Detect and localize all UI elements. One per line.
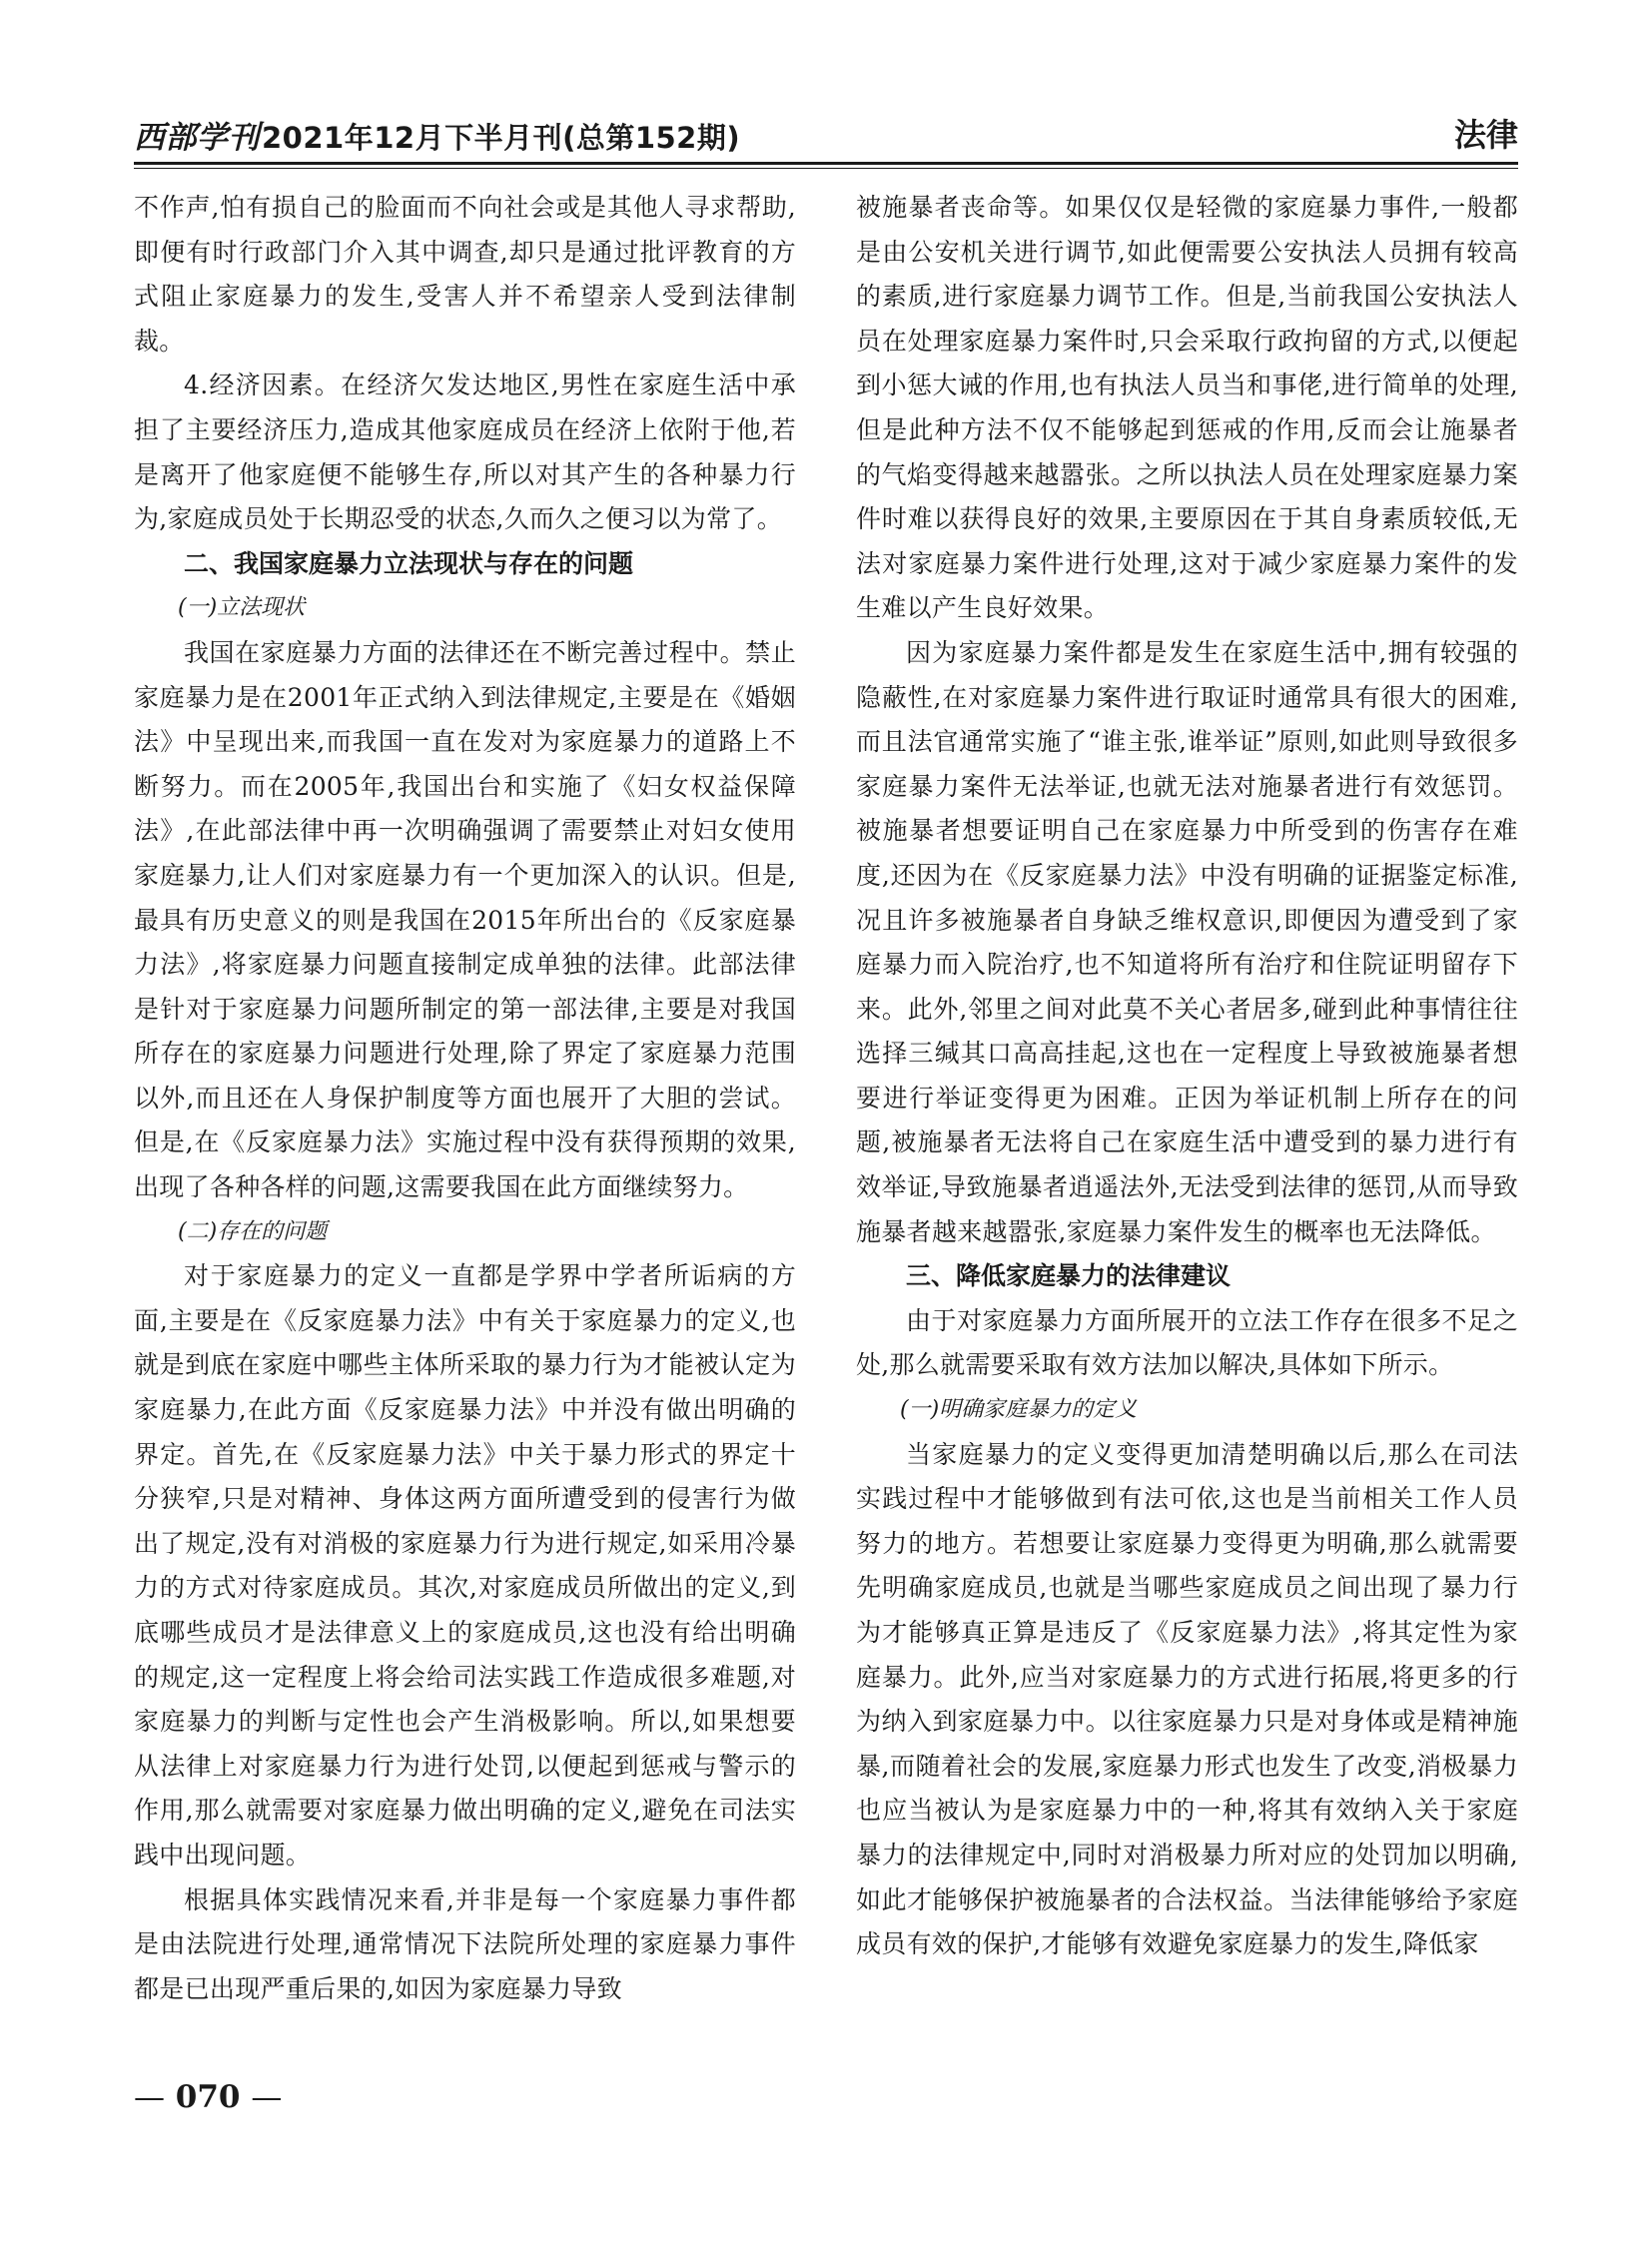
- footer-dash-left: —: [134, 2079, 165, 2115]
- subsection-heading: (一)明确家庭暴力的定义: [900, 1397, 1138, 1423]
- journal-issue-line: [134, 112, 740, 157]
- subsection-heading: (一)立法现状: [178, 595, 306, 621]
- section-heading: 三、降低家庭暴力的法律建议: [906, 1261, 1232, 1291]
- header-rule-thin: [134, 168, 1518, 169]
- subsection-heading: (二)存在的问题: [178, 1218, 328, 1244]
- footer-dash-right: —: [251, 2079, 283, 2115]
- paragraph: 被施暴者丧命等。如果仅仅是轻微的家庭暴力事件,一般都是由公安机关进行调节,如此便需要公安执法人员拥有较高的素质,进行家庭暴力调节工作。但是,当前我国公安执法人员在处理家庭暴力案件时,只会采取行政拘留的方式,以便起到小惩大诫的作用,也有执法人员当和事佬,进行简单的处理,但是此种方法不仅不能够起到惩戒的作用,反而会让施暴者的气焰变得越来越嚣张。之所以执法人员在处理家庭暴力案件时难以获得良好的效果,主要原因在于其自身素质较低,无法对家庭暴力案件进行处理,这对于减少家庭暴力案件的发生难以产生良好效果。: [856, 193, 1518, 623]
- running-header: [134, 108, 1518, 156]
- page-footer: [134, 2079, 282, 2115]
- paragraph: 因为家庭暴力案件都是发生在家庭生活中,拥有较强的隐蔽性,在对家庭暴力案件进行取证时通常具有很大的困难,而且法官通常实施了“谁主张,谁举证”原则,如此则导致很多家庭暴力案件无法举证,也就无法对施暴者进行有效惩罚。被施暴者想要证明自己在家庭暴力中所受到的伤害存在难度,还因为在《反家庭暴力法》中没有明确的证据鉴定标准,况且许多被施暴者自身缺乏维权意识,即便因为遭受到了家庭暴力而入院治疗,也不知道将所有治疗和住院证明留存下来。此外,邻里之间对此莫不关心者居多,碰到此种事情往往选择三缄其口高高挂起,这也在一定程度上导致被施暴者想要进行举证变得更为困难。正因为举证机制上所存在的问题,被施暴者无法将自己在家庭生活中遭受到的暴力进行有效举证,导致施暴者逍遥法外,无法受到法律的惩罚,从而导致施暴者越来越嚣张,家庭暴力案件发生的概率也无法降低。: [856, 637, 1518, 1246]
- header-rule-thick: [134, 162, 1518, 165]
- right-column: [856, 186, 1518, 1967]
- paragraph: 根据具体实践情况来看,并非是每一个家庭暴力事件都是由法院进行处理,通常情况下法院所处理的家庭暴力事件都是已出现严重后果的,如因为家庭暴力导致: [134, 1884, 796, 2003]
- paragraph: 由于对家庭暴力方面所展开的立法工作存在很多不足之处,那么就需要采取有效方法加以解决,具体如下所示。: [856, 1305, 1518, 1380]
- paragraph: 对于家庭暴力的定义一直都是学界中学者所诟病的方面,主要是在《反家庭暴力法》中有关于家庭暴力的定义,也就是到底在家庭中哪些主体所采取的暴力行为才能被认定为家庭暴力,在此方面《反家庭暴力法》中并没有做出明确的界定。首先,在《反家庭暴力法》中关于暴力形式的界定十分狭窄,只是对精神、身体这两方面所遭受到的侵害行为做出了规定,没有对消极的家庭暴力行为进行规定,如采用冷暴力的方式对待家庭成员。其次,对家庭成员所做出的定义,到底哪些成员才是法律意义上的家庭成员,这也没有给出明确的规定,这一定程度上将会给司法实践工作造成很多难题,对家庭暴力的判断与定性也会产生消极影响。所以,如果想要从法律上对家庭暴力行为进行处罚,以便起到惩戒与警示的作用,那么就需要对家庭暴力做出明确的定义,避免在司法实践中出现问题。: [134, 1261, 796, 1869]
- paragraph: 当家庭暴力的定义变得更加清楚明确以后,那么在司法实践过程中才能够做到有法可依,这也是当前相关工作人员努力的地方。若想要让家庭暴力变得更为明确,那么就需要先明确家庭成员,也就是当哪些家庭成员之间出现了暴力行为才能够真正算是违反了《反家庭暴力法》,将其定性为家庭暴力。此外,应当对家庭暴力的方式进行拓展,将更多的行为纳入到家庭暴力中。以往家庭暴力只是对身体或是精神施暴,而随着社会的发展,家庭暴力形式也发生了改变,消极暴力也应当被认为是家庭暴力中的一种,将其有效纳入关于家庭暴力的法律规定中,同时对消极暴力所对应的处罚加以明确,如此才能够保护被施暴者的合法权益。当法律能够给予家庭成员有效的保护,才能够有效避免家庭暴力的发生,降低家: [856, 1439, 1518, 1959]
- paragraph: 不作声,怕有损自己的脸面而不向社会或是其他人寻求帮助,即便有时行政部门介入其中调查,却只是通过批评教育的方式阻止家庭暴力的发生,受害人并不希望亲人受到法律制裁。: [134, 193, 796, 356]
- paragraph: 4.经济因素。在经济欠发达地区,男性在家庭生活中承担了主要经济压力,造成其他家庭成员在经济上依附于他,若是离开了他家庭便不能够生存,所以对其产生的各种暴力行为,家庭成员处于长期忍受的状态,久而久之便习以为常了。: [134, 371, 796, 534]
- journal-name: 西部学刊: [134, 120, 260, 156]
- paragraph: 我国在家庭暴力方面的法律还在不断完善过程中。禁止家庭暴力是在2001年正式纳入到法律规定,主要是在《婚姻法》中呈现出来,而我国一直在发对为家庭暴力的道路上不断努力。而在2005年,我国出台和实施了《妇女权益保障法》,在此部法律中再一次明确强调了需要禁止对妇女使用家庭暴力,让人们对家庭暴力有一个更加深入的认识。但是,最具有历史意义的则是我国在2015年所出台的《反家庭暴力法》,将家庭暴力问题直接制定成单独的法律。此部法律是针对于家庭暴力问题所制定的第一部法律,主要是对我国所存在的家庭暴力问题进行处理,除了界定了家庭暴力范围以外,而且还在人身保护制度等方面也展开了大胆的尝试。但是,在《反家庭暴力法》实施过程中没有获得预期的效果,出现了各种各样的问题,这需要我国在此方面继续努力。: [134, 637, 796, 1202]
- section-heading: 二、我国家庭暴力立法现状与存在的问题: [184, 548, 634, 578]
- page-number: 070: [175, 2079, 241, 2115]
- issue-info: 2021年12月下半月刊(总第152期): [262, 121, 741, 155]
- left-column: [134, 186, 796, 2011]
- section-name: 法律: [1453, 116, 1518, 154]
